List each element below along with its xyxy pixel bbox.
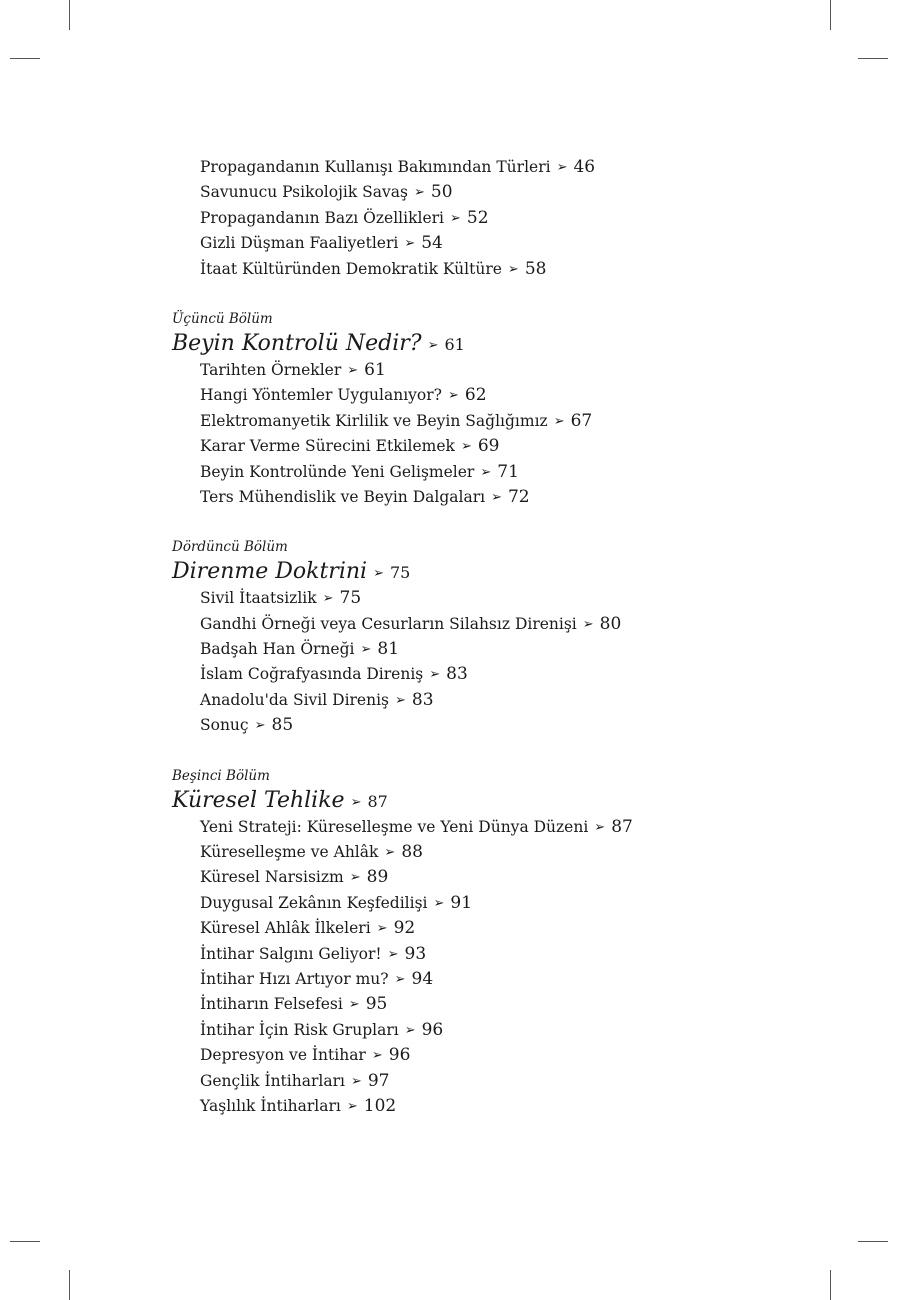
toc-entry[interactable] xyxy=(172,662,812,687)
arrow-bullet-icon: ➢ xyxy=(449,210,461,226)
toc-entry[interactable] xyxy=(172,586,812,611)
toc-entry-text: Depresyon ve İntihar xyxy=(200,1046,366,1065)
page-number: 72 xyxy=(507,486,530,507)
arrow-bullet-icon: ➢ xyxy=(360,642,372,658)
toc-entry-text: Tarihten Örnekler xyxy=(200,360,342,379)
toc-entry[interactable] xyxy=(172,155,812,180)
toc-entry[interactable] xyxy=(172,383,812,408)
chapter-title[interactable] xyxy=(172,330,812,358)
toc-section xyxy=(172,155,812,282)
toc-entry[interactable] xyxy=(172,713,812,738)
crop-mark xyxy=(69,1270,70,1300)
arrow-bullet-icon: ➢ xyxy=(322,591,334,607)
chapter-title-text: Küresel Tehlike xyxy=(172,787,345,813)
arrow-bullet-icon: ➢ xyxy=(404,1022,416,1038)
page-number: 62 xyxy=(464,385,487,406)
arrow-bullet-icon: ➢ xyxy=(349,870,361,886)
chapter-title-text: Beyin Kontrolü Nedir? xyxy=(172,330,422,356)
toc-entry-text: Gençlik İntiharları xyxy=(200,1071,345,1090)
arrow-bullet-icon: ➢ xyxy=(387,946,399,962)
toc-entry-text: Badşah Han Örneği xyxy=(200,640,355,659)
page-number: 58 xyxy=(524,258,547,279)
chapter-label: Beşinci Bölüm xyxy=(172,767,270,784)
arrow-bullet-icon: ➢ xyxy=(371,1048,383,1064)
arrow-bullet-icon: ➢ xyxy=(394,971,406,987)
toc-entry[interactable] xyxy=(172,1069,812,1094)
arrow-bullet-icon: ➢ xyxy=(404,236,416,252)
toc-entry-text: İntiharın Felsefesi xyxy=(200,995,343,1014)
toc-section xyxy=(172,536,812,738)
toc-entry-text: Propagandanın Kullanışı Bakımından Türleri xyxy=(200,158,551,176)
toc-entry[interactable] xyxy=(172,206,812,231)
arrow-bullet-icon: ➢ xyxy=(594,819,606,835)
page-number: 52 xyxy=(466,207,489,228)
page-number: 87 xyxy=(611,816,633,837)
toc-entry-text: İntihar Salgını Geliyor! xyxy=(200,944,382,963)
toc-entry-text: Yeni Strateji: Küreselleşme ve Yeni Dünya Düzeni xyxy=(200,817,589,836)
page-number: 94 xyxy=(411,968,434,989)
page-number: 75 xyxy=(339,588,362,609)
crop-mark xyxy=(69,0,70,30)
toc-entry[interactable] xyxy=(172,967,812,992)
arrow-bullet-icon: ➢ xyxy=(373,566,384,582)
arrow-bullet-icon: ➢ xyxy=(346,1098,358,1114)
toc-entry[interactable] xyxy=(172,409,812,434)
toc-entry-text: Sonuç xyxy=(200,716,249,735)
page-number: 83 xyxy=(446,664,468,685)
toc-entry[interactable] xyxy=(172,637,812,662)
toc-entry-text: İslam Coğrafyasında Direniş xyxy=(200,665,424,684)
page-number: 96 xyxy=(421,1019,444,1040)
chapter-label: Üçüncü Bölüm xyxy=(172,310,273,327)
chapter-title-text: Direnme Doktrini xyxy=(172,559,368,585)
arrow-bullet-icon: ➢ xyxy=(254,718,266,734)
arrow-bullet-icon: ➢ xyxy=(427,337,439,353)
toc-entry-text: İntihar Hızı Artıyor mu? xyxy=(200,969,389,988)
toc-entry[interactable] xyxy=(172,688,812,713)
toc-entry[interactable] xyxy=(172,485,812,510)
page-number: 97 xyxy=(367,1070,390,1091)
page-number: 69 xyxy=(477,436,500,457)
arrow-bullet-icon: ➢ xyxy=(433,895,445,911)
arrow-bullet-icon: ➢ xyxy=(556,160,568,175)
page-number: 91 xyxy=(450,892,473,913)
toc-entry-text: Küresel Narsisizm xyxy=(200,868,344,887)
page-number: 96 xyxy=(388,1045,411,1066)
toc-entry[interactable] xyxy=(172,434,812,459)
arrow-bullet-icon: ➢ xyxy=(348,997,360,1013)
toc-entry-text: Duygusal Zekânın Keşfedilişi xyxy=(200,893,428,912)
page-number: 95 xyxy=(365,994,388,1015)
toc-entry[interactable] xyxy=(172,992,812,1017)
toc-entry-text: Sivil İtaatsizlik xyxy=(200,589,317,608)
chapter-title[interactable] xyxy=(172,787,812,815)
toc-entry-text: Ters Mühendislik ve Beyin Dalgaları xyxy=(200,487,486,506)
toc-entry-text: Anadolu'da Sivil Direniş xyxy=(200,690,389,709)
toc-entry-text: Gandhi Örneği veya Cesurların Silahsız Direnişi xyxy=(200,614,577,633)
page-number: 54 xyxy=(421,233,443,254)
page-number: 61 xyxy=(364,359,386,380)
toc-entry[interactable] xyxy=(172,180,812,205)
arrow-bullet-icon: ➢ xyxy=(350,1073,362,1089)
crop-mark xyxy=(10,58,40,59)
toc-entry-text: Küreselleşme ve Ahlâk xyxy=(200,843,379,862)
toc-entry-text: Gizli Düşman Faaliyetleri xyxy=(200,234,399,253)
toc-entry-text: Propagandanın Bazı Özellikleri xyxy=(200,208,444,227)
page-number: 92 xyxy=(393,918,416,939)
chapter-label: Dördüncü Bölüm xyxy=(172,539,288,556)
page-number: 87 xyxy=(367,791,388,811)
toc-entry[interactable] xyxy=(172,891,812,916)
crop-mark xyxy=(830,0,831,30)
page-number: 61 xyxy=(444,334,465,354)
page-number: 89 xyxy=(366,867,389,888)
table-of-contents xyxy=(172,155,812,1119)
toc-section xyxy=(172,765,812,1120)
crop-mark xyxy=(10,1241,40,1242)
toc-section xyxy=(172,308,812,510)
arrow-bullet-icon: ➢ xyxy=(350,794,362,810)
chapter-title[interactable] xyxy=(172,558,812,586)
page-number: 75 xyxy=(389,563,411,583)
toc-entry[interactable] xyxy=(172,916,812,941)
page-number: 93 xyxy=(404,943,427,964)
arrow-bullet-icon: ➢ xyxy=(414,185,425,201)
toc-entry-text: İntihar İçin Risk Grupları xyxy=(200,1020,399,1039)
toc-entry-text: Yaşlılık İntiharları xyxy=(200,1096,341,1115)
toc-entry[interactable] xyxy=(172,1094,812,1119)
page-number: 71 xyxy=(497,461,519,482)
page-number: 67 xyxy=(570,410,593,431)
toc-entry[interactable] xyxy=(172,358,812,383)
toc-entry[interactable] xyxy=(172,1043,812,1068)
arrow-bullet-icon: ➢ xyxy=(582,616,594,632)
toc-entry[interactable] xyxy=(172,1018,812,1043)
toc-entry[interactable] xyxy=(172,942,812,967)
toc-entry[interactable] xyxy=(172,865,812,890)
toc-entry-text: Elektromanyetik Kirlilik ve Beyin Sağlığımız xyxy=(200,411,548,430)
arrow-bullet-icon: ➢ xyxy=(553,413,565,429)
arrow-bullet-icon: ➢ xyxy=(491,489,502,505)
crop-mark xyxy=(830,1270,831,1300)
toc-entry[interactable] xyxy=(172,840,812,865)
toc-entry[interactable] xyxy=(172,257,812,282)
toc-entry[interactable] xyxy=(172,460,812,485)
toc-entry-text: Hangi Yöntemler Uygulanıyor? xyxy=(200,386,442,405)
page-number: 50 xyxy=(430,182,453,203)
page-number: 83 xyxy=(411,689,434,710)
toc-entry-text: İtaat Kültüründen Demokratik Kültüre xyxy=(200,259,502,278)
page-number: 85 xyxy=(271,715,294,736)
arrow-bullet-icon: ➢ xyxy=(447,388,459,404)
arrow-bullet-icon: ➢ xyxy=(384,845,396,861)
toc-entry[interactable] xyxy=(172,815,812,840)
page-number: 46 xyxy=(573,157,596,177)
page-number: 80 xyxy=(599,613,622,634)
arrow-bullet-icon: ➢ xyxy=(507,261,519,277)
toc-entry[interactable] xyxy=(172,231,812,256)
arrow-bullet-icon: ➢ xyxy=(429,667,441,683)
page-number: 88 xyxy=(401,842,423,863)
arrow-bullet-icon: ➢ xyxy=(395,692,406,708)
crop-mark xyxy=(858,58,888,59)
crop-mark xyxy=(858,1241,888,1242)
arrow-bullet-icon: ➢ xyxy=(376,921,388,937)
toc-entry-text: Beyin Kontrolünde Yeni Gelişmeler xyxy=(200,462,475,481)
toc-entry-text: Küresel Ahlâk İlkeleri xyxy=(200,919,371,938)
arrow-bullet-icon: ➢ xyxy=(480,464,492,480)
page-number: 102 xyxy=(363,1095,397,1116)
page-number: 81 xyxy=(377,639,400,660)
toc-entry-text: Karar Verme Sürecini Etkilemek xyxy=(200,437,455,456)
toc-entry[interactable] xyxy=(172,612,812,637)
arrow-bullet-icon: ➢ xyxy=(347,362,359,378)
toc-entry-text: Savunucu Psikolojik Savaş xyxy=(200,183,408,202)
arrow-bullet-icon: ➢ xyxy=(460,439,472,455)
